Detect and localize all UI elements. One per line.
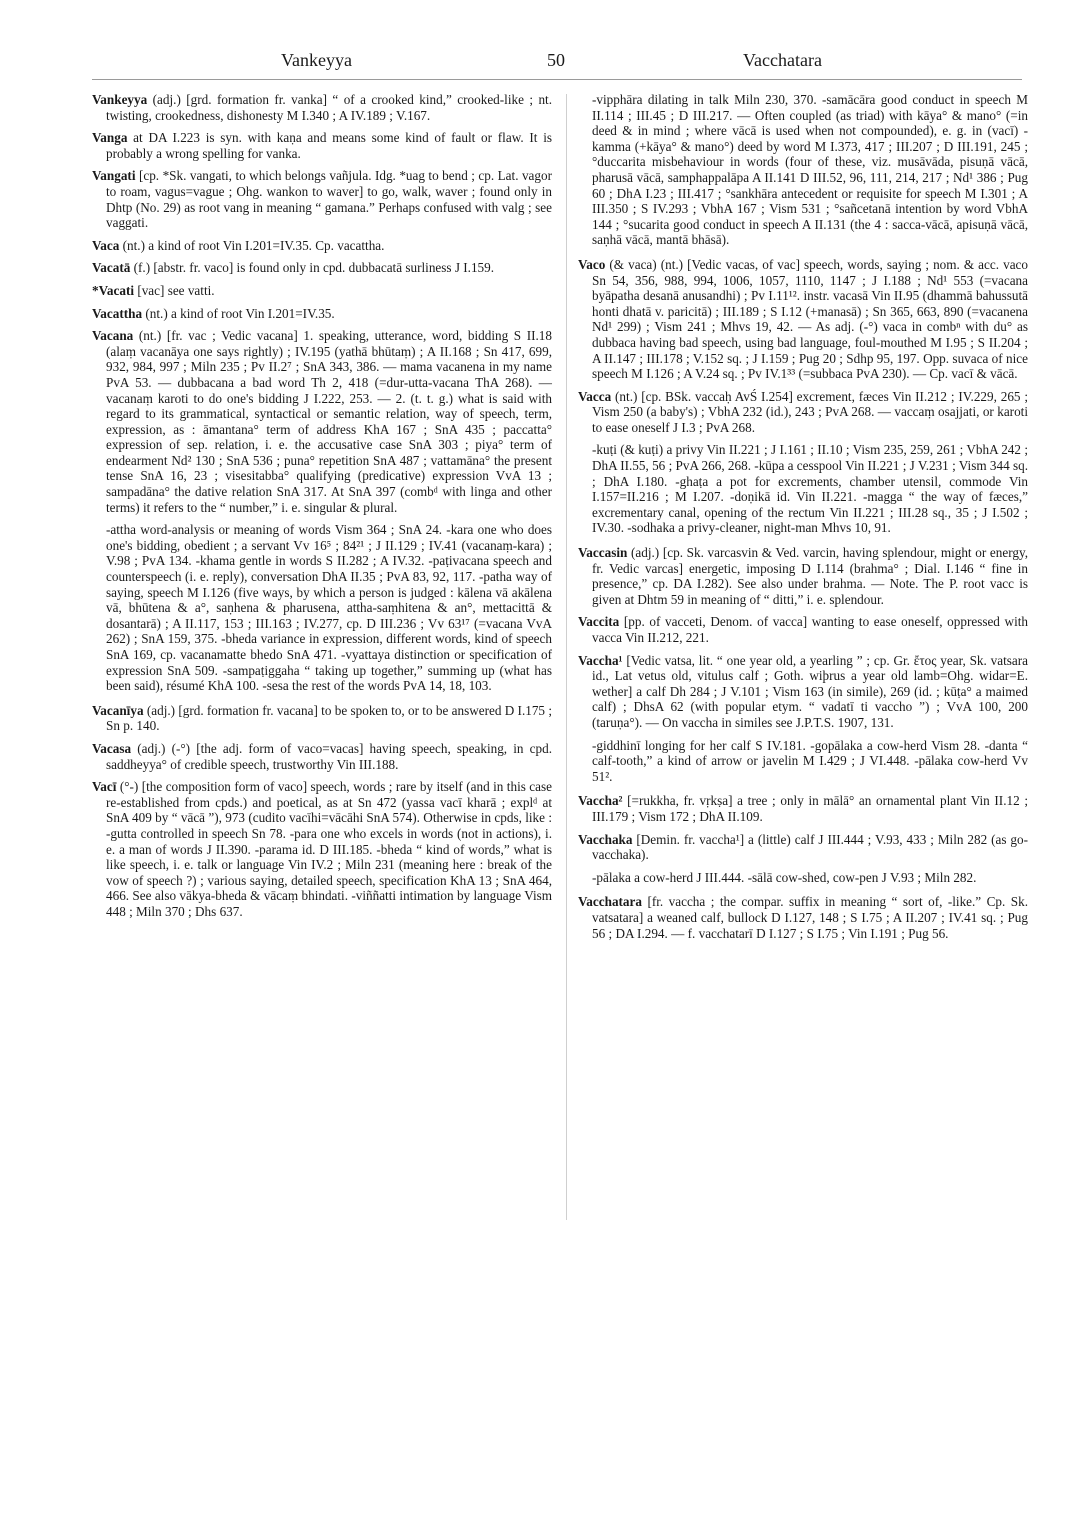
entry-definition: (adj.) (-°) [the adj. form of vaco=vacas] having speech, speaking, in cpd. saddheyya° of credible speech, trustworthy Vin III.188. (106, 740, 552, 772)
left-column (92, 92, 552, 927)
dictionary-entry (92, 283, 552, 299)
dictionary-entry (92, 260, 552, 276)
entry-headword: Vaccha² (578, 793, 623, 809)
dictionary-entry (92, 328, 552, 515)
entry-definition: -vipphāra dilating in talk Miln 230, 370. -samācāra good conduct in speech M II.114 ; III.45 ; D III.217. — Often coupled (as triad) with kāya° & mano° (=in deed & in mind ; where vācā is used when not compounded), e. g. in (vacī) -kamma (+kāya° & mano°) deed by word M I.373, 417 ; III.207 ; D III.191, 245 ; °duccarita misbehaviour in words (four of these, viz. musāvāda, pisuṇā vācā, pharusā vācā, samphappalāpa A II.141 D III.52, 96, 111, 214, 217 ; Nd¹ 386 ; Pug 60 ; DhA I.23 ; III.417 ; °sankhāra antecedent or requisite for speech M I.301 ; A III.350 ; S IV.293 ; VbhA 167 ; Vism 531 ; °sañcetanā intention by word VbhA 144 ; °sucarita good conduct in speech A II.131 (the 4 : sacca-vācā, apisuṇā vācā, saṇhā vācā, mantā bhāsā). (592, 92, 1028, 248)
entry-headword: Vacatā (92, 260, 131, 276)
entry-headword: Vacattha (92, 305, 143, 321)
entry-definition: (adj.) [grd. formation fr. vacana] to be spoken to, or to be answered D I.175 ; Sn p. 140. (106, 702, 552, 734)
entry-definition: [vac] see vatti. (134, 282, 215, 298)
dictionary-entry (92, 168, 552, 230)
entry-continuation (578, 442, 1028, 536)
entry-definition: at DA I.223 is syn. with kaṇa and means some kind of fault or flaw. It is probably a wrong spelling for vanka. (106, 130, 552, 161)
entry-definition: [pp. of vacceti, Denom. of vacca] wanting to ease oneself, oppressed with vacca Vin II.212, 221. (592, 614, 1028, 645)
dictionary-entry (578, 389, 1028, 436)
entry-headword: Vaccha¹ (578, 652, 623, 668)
entry-headword: Vacana (92, 328, 134, 344)
entry-definition: (nt.) a kind of root Vin I.201=IV.35. Cp. vacattha. (119, 237, 385, 253)
entry-definition: (nt.) [cp. BSk. vaccaḥ AvŚ I.254] excrement, fæces Vin II.212 ; IV.229, 265 ; Vism 250 (a baby's) ; VbhA 232 (id.), 243 ; PvA 268. — vaccaṃ osajjati, or karoti to ease oneself J I.3 ; PvA 268. (592, 388, 1028, 435)
page-number: 50 (547, 50, 565, 70)
entry-headword: Vaccita (578, 614, 620, 630)
column-divider (566, 94, 567, 1220)
entry-continuation (578, 92, 1028, 248)
entry-definition: (f.) [abstr. fr. vaco] is found only in cpd. dubbacatā surliness J I.159. (130, 260, 495, 276)
dictionary-entry (578, 257, 1028, 382)
dictionary-entry (578, 793, 1028, 824)
header-left-headword: Vankeyya (281, 50, 352, 70)
entry-headword: Vaco (578, 256, 606, 272)
entry-headword: Vangati (92, 168, 136, 184)
entry-headword: Vaccasin (578, 545, 628, 561)
entry-continuation (578, 870, 1028, 886)
right-column (578, 92, 1028, 948)
header-rule (92, 79, 1022, 80)
page-header (88, 50, 1018, 76)
entry-headword: *Vacati (92, 282, 135, 298)
entry-headword: Vacchatara (578, 894, 642, 910)
entry-definition: -kuṭi (& kuṭi) a privy Vin II.221 ; J I.161 ; II.10 ; Vism 235, 259, 261 ; VbhA 242 ; DhA II.55, 56 ; PvA 266, 268. -kūpa a cesspool Vin II.221 ; J V.231 ; Vism 344 sq. ; DhA I.180. -ghaṭa a pot for excrements, chamber utensil, commode Vin I.157=II.216 ; M I.207. -doṇikā id. Vin II.221. -magga “ the way of fæces,” excrementary canal, opening of the rectum Vin II.221 ; III.28 sq., 35 ; J I.502 ; IV.30. -sodhaka a privy-cleaner, night-man Mhvs 10, 91. (592, 442, 1028, 536)
header-right-headword: Vacchatara (743, 50, 822, 70)
entry-continuation (578, 738, 1028, 785)
entry-headword: Vaca (92, 237, 120, 253)
dictionary-entry (92, 703, 552, 734)
entry-definition: (nt.) [fr. vac ; Vedic vacana] 1. speaking, utterance, word, bidding S II.18 (alaṃ vacanāya one says rightly) ; IV.195 (yathā bhūtaṃ) ; A II.168 ; Sn 417, 699, 932, 984, 997 ; Miln 235 ; Pv II.2⁷ ; SnA 343, 386. — mama vacanena in my name PvA 53. — dubbacana a bad word Th 2, 418 (=dur-utta-vacana ThA 268). — vacanaṃ karoti to do one's bidding J I.222, 253. — 2. (t. t. g.) what is said with regard to its grammatical, syntactical or semantic relation, way of speech, term, expression, as : āmantana° term of address KhA 167 ; SnA 435 ; paccatta° expression of sep. relation, i. e. the accusative case SnA 303 ; piya° term of endearment Nd² 130 ; SnA 536 ; puna° repetition SnA 487 ; vattamāna° the present tense SnA 16, 23 ; visesitabba° qualifying (predicative) expression VvA 13 ; sampadāna° the dative relation SnA 317. At SnA 397 (combᵈ with linga and other terms) it refers to the “ number,” i. e. singular & plural. (106, 328, 552, 515)
entry-definition: [Vedic vatsa, lit. “ one year old, a yearling ” ; cp. Gr. ἔτος year, Sk. vatsara id., Lat vetus old, vitulus calf ; Goth. wiþrus a year old lamb=Ohg. widar=E. wether] a calf Dh 284 ; J V.101 ; Vism 163 (in simile), 269 (id. ; kūṭa° a maimed calf) ; DhsA 62 (with popular etym. “ vadatī ti vaccho ”) ; VvA 100, 200 (taruṇa°). — On vaccha in similes see J.P.T.S. 1907, 131. (592, 652, 1028, 730)
entry-headword: Vankeyya (92, 92, 148, 107)
entry-definition: [fr. vaccha ; the compar. suffix in meaning “ sort of, -like.” Cp. Sk. vatsatara] a weaned calf, bullock D I.127, 148 ; S I.75 ; A II.207 ; IV.41 sq. ; Pug 56 ; DA I.294. — f. vacchatarī D I.127 ; S I.75 ; Vin I.191 ; Pug 56. (592, 894, 1028, 941)
entry-definition: (adj.) [cp. Sk. varcasvin & Ved. varcin, having splendour, might or energy, fr. Vedic varcas] energetic, imposing D I.114 (brahma° ; Dial. I.146 “ fine in presence,” cp. DA I.282). See also under brahma. — Note. The P. root vacc is given at Dhtm 59 in meaning of “ ditti,” i. e. splendour. (592, 545, 1028, 607)
dictionary-entry (92, 741, 552, 772)
entry-definition: (adj.) [grd. formation fr. vanka] “ of a crooked kind,” crooked-like ; nt. twisting, crookedness, dishonesty M I.340 ; A IV.189 ; V.167. (106, 92, 552, 123)
dictionary-entry (578, 545, 1028, 607)
entry-definition: [=rukkha, fr. vṛkṣa] a tree ; only in mālā° an ornamental plant Vin II.12 ; III.179 ; Vism 172 ; DhA II.109. (592, 793, 1028, 824)
dictionary-entry (578, 894, 1028, 941)
dictionary-entry (92, 306, 552, 322)
entry-definition: (nt.) a kind of root Vin I.201=IV.35. (142, 305, 335, 321)
dictionary-entry (578, 653, 1028, 731)
entry-headword: Vacca (578, 388, 612, 404)
dictionary-entry (92, 238, 552, 254)
dictionary-entry (92, 92, 552, 123)
dictionary-entry (92, 130, 552, 161)
entry-definition: -giddhinī longing for her calf S IV.181. -gopālaka a cow-herd Vism 28. -danta “ calf-tooth,” a kind of arrow or javelin M I.429 ; J VI.448. -pālaka cow-herd Vv 51². (592, 737, 1028, 784)
entry-headword: Vanga (92, 130, 128, 146)
entry-definition: [Demin. fr. vaccha¹] a (little) calf J III.444 ; V.93, 433 ; Miln 282 (as go-vacchaka). (592, 831, 1028, 863)
entry-headword: Vacanīya (92, 702, 144, 718)
entry-headword: Vacchaka (578, 831, 633, 847)
dictionary-entry (578, 614, 1028, 645)
dictionary-entry (92, 779, 552, 919)
entry-continuation (92, 522, 552, 694)
entry-definition: (& vaca) (nt.) [Vedic vacas, of vac] speech, words, saying ; nom. & acc. vaco Sn 54, 356, 988, 994, 1006, 1057, 1110, 1147 ; J I.188 ; Nd¹ 553 (=vacana byāpatha desanā anusandhi) ; Pv I.11¹². instr. vacasā Vin II.95 (dhammā bahussutā honti dhatā v. paricitā) ; III.189 ; S I.12 (+manasā) ; Sn 365, 663, 890 (=vacanena Nd¹ 299) ; Vism 241 ; Mhvs 19, 42. — As adj. (-°) vaca in combⁿ with du° as dubbaca having bad speech, using bad language, foul-mouthed M I.95 ; S II.204 ; A II.147 ; III.178 ; V.152 sq. ; J I.159 ; Pug 20 ; Sdhp 95, 197. Opp. suvaca of nice speech M I.126 ; A V.24 sq. ; Pv IV.1³³ (=subbaca PvA 230). — Cp. vacī & vācā. (592, 256, 1028, 382)
entry-headword: Vacī (92, 779, 117, 795)
entry-definition: -attha word-analysis or meaning of words Vism 364 ; SnA 24. -kara one who does one's bidding, obedient ; a servant Vv 16⁵ ; 84²¹ ; J II.129 ; IV.41 (vacanaṃ-kara) ; V.98 ; PvA 134. -khama gentle in words S II.282 ; A IV.32. -paṭivacana speech and counterspeech (i. e. reply), conversation DhA II.35 ; PvA 83, 92, 117. -patha way of saying, speech M I.126 (five ways, by which a person is judged : kālena vā akālena vā, bhūtena & a°, saṇhena & pharusena, attha-saṃhitena & an°, mettacittā & dosantarā) ; A II.117, 153 ; III.163 ; IV.277, cp. D III.236 ; Vv 63¹⁷ (=vacana VvA 262) ; SnA 159, 375. -bheda variance in expression, different words, kind of speech SnA 169, cp. vacanamatte bhedo SnA 471. -vyattaya distinction or specification of expression SnA 509. -sampaṭiggaha “ taking up together,” summing up (what has been said), résumé KhA 100. -sesa the rest of the words PvA 14, 18, 103. (106, 522, 552, 694)
entry-definition: (°-) [the composition form of vaco] speech, words ; rare by itself (and in this case re-established from cpds.) and poetical, as at Sn 472 (yassa vacī kharā ; explᵈ at SnA 409 by “ vācā ”), 973 (cudito vacīhi=vācāhi SnA 574). Otherwise in cpds, like : -gutta controlled in speech Sn 78. -para one who excels in words (not in actions), i. e. a man of words J II.390. -parama id. D III.185. -bheda “ kind of words,” what is like speech, i. e. talk or language Vin IV.2 ; Miln 231 (meaning here : break of the vow of speech ?) ; various saying, detailed speech, specification KhA 13 ; SnA 464, 466. See also vākya-bheda & vācaṃ bhindati. -viññatti intimation by language Vism 448 ; Miln 370 ; Dhs 637. (106, 779, 552, 919)
entry-headword: Vacasa (92, 740, 132, 756)
dictionary-entry (578, 832, 1028, 863)
entry-definition: [cp. *Sk. vangati, to which belongs vañjula. Idg. *uag to bend ; cp. Lat. vagor to roam, vagus=vague ; Ohg. wankon to waver] to go, walk, waver ; found only in Dhtp (No. 29) as root vang in meaning “ gamana.” Perhaps confused with valg ; see vaggati. (106, 168, 552, 231)
entry-definition: -pālaka a cow-herd J III.444. -sālā cow-shed, cow-pen J V.93 ; Miln 282. (592, 869, 977, 885)
